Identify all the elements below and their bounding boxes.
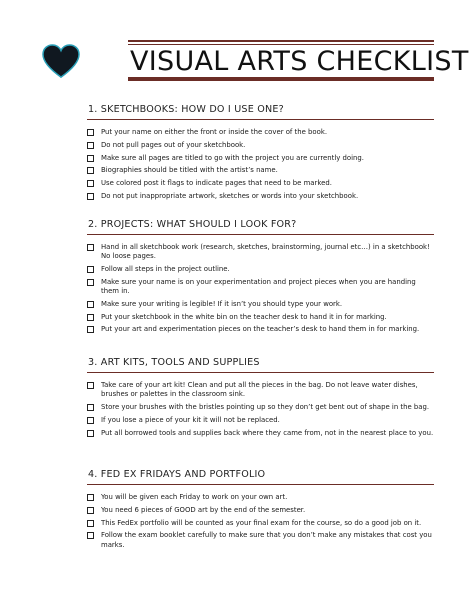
- checklist-item: [87, 313, 434, 322]
- checklist-item: [87, 381, 434, 399]
- checklist: [87, 381, 434, 438]
- item-text: Put your art and experimentation pieces on the teacher’s desk to hand them in for marking.: [101, 325, 420, 334]
- section-projects: [87, 219, 434, 338]
- checklist-item: [87, 493, 434, 502]
- checklist-item: [87, 416, 434, 425]
- item-text: Do not put inappropriate artwork, sketches or words into your sketchbook.: [101, 191, 359, 200]
- checkbox[interactable]: [87, 244, 94, 251]
- checklist-item: [87, 154, 434, 163]
- item-text: Follow all steps in the project outline.: [101, 265, 230, 273]
- checkbox[interactable]: [87, 155, 94, 162]
- checkbox[interactable]: [87, 417, 94, 424]
- checkbox[interactable]: [87, 193, 94, 200]
- section-rule: [87, 484, 434, 485]
- document-header: [42, 40, 469, 82]
- item-text: Do not pull pages out of your sketchbook.: [101, 140, 246, 149]
- checkbox[interactable]: [87, 314, 94, 321]
- checklist-item: [87, 429, 434, 438]
- checklist-item: [87, 141, 434, 150]
- checklist-item: [87, 403, 434, 412]
- section-rule: [87, 119, 434, 120]
- section-title: 3. ART KITS, TOOLS AND SUPPLIES: [88, 357, 260, 368]
- checklist-item: [87, 278, 434, 296]
- item-text: Use colored post it flags to indicate pages that need to be marked.: [101, 179, 332, 188]
- heart-icon: [42, 44, 80, 80]
- checklist-item: [87, 325, 434, 334]
- checkbox[interactable]: [87, 180, 94, 187]
- checklist-item: [87, 531, 434, 549]
- title-rule-top: [128, 40, 434, 42]
- checklist-item: [87, 519, 434, 528]
- checkbox[interactable]: [87, 532, 94, 539]
- item-text: This FedEx portfolio will be counted as your final exam for the course, so do a good job on it.: [101, 518, 422, 527]
- item-text: Follow the exam booklet carefully to make sure that you don’t make any mistakes that cost you marks.: [101, 531, 432, 549]
- checklist: [87, 493, 434, 550]
- checkbox[interactable]: [87, 167, 94, 174]
- checkbox[interactable]: [87, 507, 94, 514]
- section-fedex-fridays: [87, 469, 434, 553]
- checklist-item: [87, 192, 434, 201]
- checklist-item: [87, 179, 434, 188]
- checkbox[interactable]: [87, 520, 94, 527]
- section-title: 1. SKETCHBOOKS: HOW DO I USE ONE?: [88, 104, 284, 115]
- checkbox[interactable]: [87, 142, 94, 149]
- checkbox[interactable]: [87, 129, 94, 136]
- item-text: Store your brushes with the bristles pointing up so they don’t get bent out of shape in the bag.: [101, 403, 430, 411]
- checklist: [87, 128, 434, 201]
- checkbox[interactable]: [87, 382, 94, 389]
- item-text: Put your sketchbook in the white bin on the teacher desk to hand it in for marking.: [101, 312, 387, 321]
- page-title: VISUAL ARTS CHECKLIST: [130, 46, 469, 77]
- title-rule-top-thin: [128, 44, 434, 45]
- checklist-item: [87, 506, 434, 515]
- checklist-item: [87, 265, 434, 274]
- item-text: Biographies should be titled with the artist’s name.: [101, 166, 278, 175]
- section-art-kits: [87, 357, 434, 441]
- checkbox[interactable]: [87, 326, 94, 333]
- section-sketchbooks: [87, 104, 434, 205]
- title-rule-bottom: [128, 77, 434, 81]
- item-text: Make sure your name is on your experimentation and project pieces when you are handing them in.: [101, 277, 416, 295]
- item-text: Take care of your art kit! Clean and put all the pieces in the bag. Do not leave water dishes, brushes or palettes in the classroom sink.: [101, 381, 418, 399]
- section-title: 2. PROJECTS: WHAT SHOULD I LOOK FOR?: [88, 219, 297, 230]
- section-title: 4. FED EX FRIDAYS AND PORTFOLIO: [88, 469, 266, 480]
- checkbox[interactable]: [87, 279, 94, 286]
- checkbox[interactable]: [87, 404, 94, 411]
- checklist-item: [87, 300, 434, 309]
- item-text: Put all borrowed tools and supplies back where they came from, not in the nearest place to you.: [101, 428, 434, 437]
- checklist-item: [87, 166, 434, 175]
- checklist-item: [87, 128, 434, 137]
- item-text: Make sure your writing is legible! If it isn’t you should type your work.: [101, 299, 343, 308]
- item-text: If you lose a piece of your kit it will not be replaced.: [101, 415, 280, 424]
- checkbox[interactable]: [87, 494, 94, 501]
- item-text: Make sure all pages are titled to go with the project you are currently doing.: [101, 153, 364, 162]
- section-rule: [87, 372, 434, 373]
- checklist-item: [87, 243, 434, 261]
- checkbox[interactable]: [87, 266, 94, 273]
- item-text: Hand in all sketchbook work (research, sketches, brainstorming, journal etc…) in a sketchbook! No loose pages.: [101, 243, 430, 261]
- checkbox[interactable]: [87, 430, 94, 437]
- item-text: Put your name on either the front or inside the cover of the book.: [101, 128, 328, 136]
- item-text: You will be given each Friday to work on your own art.: [101, 493, 288, 501]
- item-text: You need 6 pieces of GOOD art by the end of the semester.: [101, 505, 306, 514]
- checkbox[interactable]: [87, 301, 94, 308]
- checklist: [87, 243, 434, 335]
- section-rule: [87, 234, 434, 235]
